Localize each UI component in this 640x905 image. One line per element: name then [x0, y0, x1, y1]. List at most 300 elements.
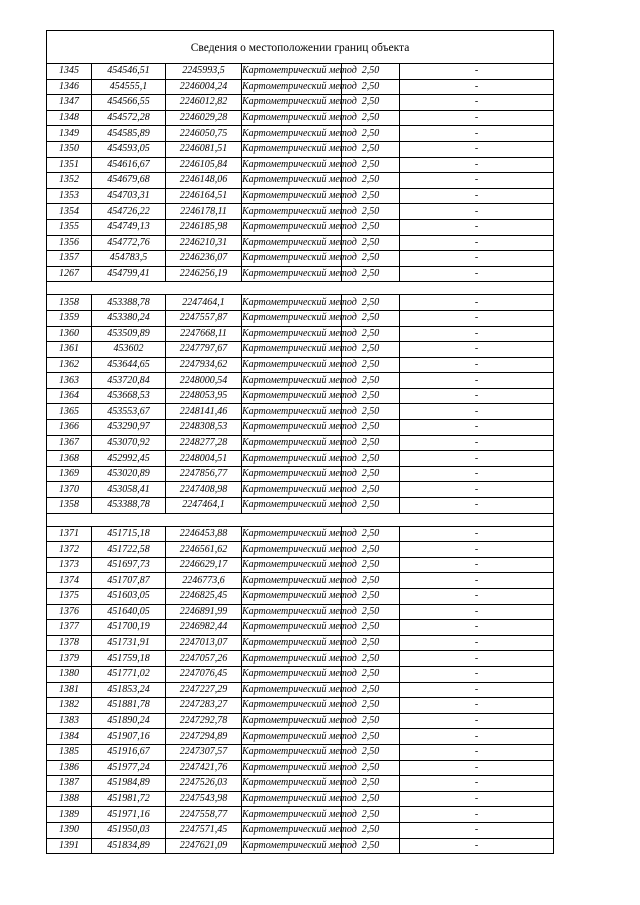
- point-number-cell: 1360: [47, 326, 92, 342]
- method-cell: Картометрический метод: [242, 95, 342, 111]
- description-cell: -: [400, 342, 554, 358]
- point-number-cell: 1363: [47, 373, 92, 389]
- point-number-cell: 1374: [47, 573, 92, 589]
- accuracy-cell: 2,50: [342, 666, 400, 682]
- method-cell: Картометрический метод: [242, 498, 342, 514]
- point-number-cell: 1347: [47, 95, 92, 111]
- description-cell: -: [400, 451, 554, 467]
- table-row: [47, 466, 554, 482]
- x-coordinate-cell: 451603,05: [92, 589, 166, 605]
- table-row: [47, 251, 554, 267]
- method-cell: Картометрический метод: [242, 838, 342, 854]
- y-coordinate-cell: 2246081,51: [166, 141, 242, 157]
- x-coordinate-cell: 453380,24: [92, 310, 166, 326]
- table-row: [47, 373, 554, 389]
- y-coordinate-cell: 2246178,11: [166, 204, 242, 220]
- table-body: [47, 31, 554, 854]
- method-cell: Картометрический метод: [242, 682, 342, 698]
- description-cell: -: [400, 373, 554, 389]
- table-row: [47, 760, 554, 776]
- x-coordinate-cell: 454726,22: [92, 204, 166, 220]
- y-coordinate-cell: 2248277,28: [166, 435, 242, 451]
- y-coordinate-cell: 2247464,1: [166, 295, 242, 311]
- x-coordinate-cell: 453602: [92, 342, 166, 358]
- accuracy-cell: 2,50: [342, 373, 400, 389]
- point-number-cell: 1368: [47, 451, 92, 467]
- method-cell: Картометрический метод: [242, 420, 342, 436]
- y-coordinate-cell: 2247526,03: [166, 776, 242, 792]
- table-row: [47, 589, 554, 605]
- y-coordinate-cell: 2247013,07: [166, 635, 242, 651]
- method-cell: Картометрический метод: [242, 188, 342, 204]
- method-cell: Картометрический метод: [242, 651, 342, 667]
- x-coordinate-cell: 451697,73: [92, 557, 166, 573]
- description-cell: -: [400, 713, 554, 729]
- description-cell: -: [400, 822, 554, 838]
- group-separator-cell: [47, 513, 554, 526]
- method-cell: Картометрический метод: [242, 404, 342, 420]
- accuracy-cell: 2,50: [342, 466, 400, 482]
- table-row: [47, 635, 554, 651]
- accuracy-cell: 2,50: [342, 219, 400, 235]
- boundary-document: [46, 30, 553, 854]
- accuracy-cell: 2,50: [342, 110, 400, 126]
- x-coordinate-cell: 451771,02: [92, 666, 166, 682]
- group-separator-cell: [47, 282, 554, 295]
- y-coordinate-cell: 2246982,44: [166, 620, 242, 636]
- point-number-cell: 1356: [47, 235, 92, 251]
- y-coordinate-cell: 2248000,54: [166, 373, 242, 389]
- point-number-cell: 1380: [47, 666, 92, 682]
- method-cell: Картометрический метод: [242, 173, 342, 189]
- description-cell: -: [400, 157, 554, 173]
- x-coordinate-cell: 453290,97: [92, 420, 166, 436]
- description-cell: -: [400, 604, 554, 620]
- x-coordinate-cell: 453388,78: [92, 498, 166, 514]
- y-coordinate-cell: 2246236,07: [166, 251, 242, 267]
- y-coordinate-cell: 2246453,88: [166, 526, 242, 542]
- table-row: [47, 157, 554, 173]
- method-cell: Картометрический метод: [242, 635, 342, 651]
- y-coordinate-cell: 2246012,82: [166, 95, 242, 111]
- description-cell: -: [400, 666, 554, 682]
- point-number-cell: 1351: [47, 157, 92, 173]
- accuracy-cell: 2,50: [342, 357, 400, 373]
- method-cell: Картометрический метод: [242, 310, 342, 326]
- description-cell: -: [400, 807, 554, 823]
- x-coordinate-cell: 451640,05: [92, 604, 166, 620]
- method-cell: Картометрический метод: [242, 219, 342, 235]
- table-row: [47, 126, 554, 142]
- point-number-cell: 1382: [47, 698, 92, 714]
- accuracy-cell: 2,50: [342, 95, 400, 111]
- table-row: [47, 235, 554, 251]
- method-cell: Картометрический метод: [242, 235, 342, 251]
- method-cell: Картометрический метод: [242, 620, 342, 636]
- y-coordinate-cell: 2247307,57: [166, 744, 242, 760]
- point-number-cell: 1355: [47, 219, 92, 235]
- point-number-cell: 1359: [47, 310, 92, 326]
- description-cell: -: [400, 141, 554, 157]
- table-row: [47, 420, 554, 436]
- method-cell: Картометрический метод: [242, 791, 342, 807]
- point-number-cell: 1361: [47, 342, 92, 358]
- y-coordinate-cell: 2246629,17: [166, 557, 242, 573]
- table-row: [47, 173, 554, 189]
- accuracy-cell: 2,50: [342, 310, 400, 326]
- y-coordinate-cell: 2246105,84: [166, 157, 242, 173]
- x-coordinate-cell: 451971,16: [92, 807, 166, 823]
- description-cell: -: [400, 760, 554, 776]
- description-cell: -: [400, 698, 554, 714]
- accuracy-cell: 2,50: [342, 126, 400, 142]
- point-number-cell: 1357: [47, 251, 92, 267]
- method-cell: Картометрический метод: [242, 64, 342, 80]
- description-cell: -: [400, 126, 554, 142]
- table-row: [47, 713, 554, 729]
- table-row: [47, 310, 554, 326]
- accuracy-cell: 2,50: [342, 744, 400, 760]
- table-row: [47, 573, 554, 589]
- point-number-cell: 1383: [47, 713, 92, 729]
- method-cell: Картометрический метод: [242, 451, 342, 467]
- point-number-cell: 1358: [47, 295, 92, 311]
- accuracy-cell: 2,50: [342, 157, 400, 173]
- group-separator-row: [47, 282, 554, 295]
- accuracy-cell: 2,50: [342, 79, 400, 95]
- point-number-cell: 1373: [47, 557, 92, 573]
- x-coordinate-cell: 454749,13: [92, 219, 166, 235]
- x-coordinate-cell: 454593,05: [92, 141, 166, 157]
- method-cell: Картометрический метод: [242, 776, 342, 792]
- method-cell: Картометрический метод: [242, 79, 342, 95]
- description-cell: -: [400, 64, 554, 80]
- table-row: [47, 204, 554, 220]
- point-number-cell: 1378: [47, 635, 92, 651]
- method-cell: Картометрический метод: [242, 141, 342, 157]
- y-coordinate-cell: 2247227,29: [166, 682, 242, 698]
- method-cell: Картометрический метод: [242, 388, 342, 404]
- description-cell: -: [400, 95, 554, 111]
- x-coordinate-cell: 453070,92: [92, 435, 166, 451]
- x-coordinate-cell: 453553,67: [92, 404, 166, 420]
- description-cell: -: [400, 838, 554, 854]
- table-row: [47, 682, 554, 698]
- accuracy-cell: 2,50: [342, 713, 400, 729]
- description-cell: -: [400, 173, 554, 189]
- y-coordinate-cell: 2247076,45: [166, 666, 242, 682]
- y-coordinate-cell: 2247292,78: [166, 713, 242, 729]
- accuracy-cell: 2,50: [342, 173, 400, 189]
- method-cell: Картометрический метод: [242, 482, 342, 498]
- y-coordinate-cell: 2248004,51: [166, 451, 242, 467]
- table-row: [47, 776, 554, 792]
- x-coordinate-cell: 453720,84: [92, 373, 166, 389]
- accuracy-cell: 2,50: [342, 682, 400, 698]
- description-cell: -: [400, 295, 554, 311]
- description-cell: -: [400, 79, 554, 95]
- description-cell: -: [400, 420, 554, 436]
- x-coordinate-cell: 451881,78: [92, 698, 166, 714]
- accuracy-cell: 2,50: [342, 791, 400, 807]
- y-coordinate-cell: 2246185,98: [166, 219, 242, 235]
- point-number-cell: 1345: [47, 64, 92, 80]
- point-number-cell: 1358: [47, 498, 92, 514]
- table-row: [47, 64, 554, 80]
- table-row: [47, 188, 554, 204]
- point-number-cell: 1349: [47, 126, 92, 142]
- table-row: [47, 604, 554, 620]
- accuracy-cell: 2,50: [342, 557, 400, 573]
- method-cell: Картометрический метод: [242, 557, 342, 573]
- point-number-cell: 1350: [47, 141, 92, 157]
- coordinates-table: [46, 30, 554, 854]
- x-coordinate-cell: 454616,67: [92, 157, 166, 173]
- table-row: [47, 95, 554, 111]
- point-number-cell: 1354: [47, 204, 92, 220]
- accuracy-cell: 2,50: [342, 266, 400, 282]
- table-row: [47, 838, 554, 854]
- table-row: [47, 744, 554, 760]
- description-cell: -: [400, 573, 554, 589]
- x-coordinate-cell: 454572,28: [92, 110, 166, 126]
- y-coordinate-cell: 2246004,24: [166, 79, 242, 95]
- method-cell: Картометрический метод: [242, 251, 342, 267]
- table-row: [47, 822, 554, 838]
- point-number-cell: 1372: [47, 542, 92, 558]
- y-coordinate-cell: 2246050,75: [166, 126, 242, 142]
- method-cell: Картометрический метод: [242, 698, 342, 714]
- table-row: [47, 526, 554, 542]
- x-coordinate-cell: 451834,89: [92, 838, 166, 854]
- point-number-cell: 1371: [47, 526, 92, 542]
- y-coordinate-cell: 2246164,51: [166, 188, 242, 204]
- accuracy-cell: 2,50: [342, 635, 400, 651]
- method-cell: Картометрический метод: [242, 295, 342, 311]
- table-row: [47, 357, 554, 373]
- accuracy-cell: 2,50: [342, 435, 400, 451]
- method-cell: Картометрический метод: [242, 526, 342, 542]
- point-number-cell: 1384: [47, 729, 92, 745]
- table-row: [47, 729, 554, 745]
- x-coordinate-cell: 454546,51: [92, 64, 166, 80]
- point-number-cell: 1369: [47, 466, 92, 482]
- method-cell: Картометрический метод: [242, 589, 342, 605]
- x-coordinate-cell: 451759,18: [92, 651, 166, 667]
- accuracy-cell: 2,50: [342, 251, 400, 267]
- point-number-cell: 1348: [47, 110, 92, 126]
- description-cell: -: [400, 651, 554, 667]
- description-cell: -: [400, 635, 554, 651]
- table-row: [47, 342, 554, 358]
- x-coordinate-cell: 451950,03: [92, 822, 166, 838]
- y-coordinate-cell: 2247464,1: [166, 498, 242, 514]
- x-coordinate-cell: 451890,24: [92, 713, 166, 729]
- point-number-cell: 1376: [47, 604, 92, 620]
- table-row: [47, 498, 554, 514]
- y-coordinate-cell: 2247294,89: [166, 729, 242, 745]
- x-coordinate-cell: 451981,72: [92, 791, 166, 807]
- method-cell: Картометрический метод: [242, 466, 342, 482]
- method-cell: Картометрический метод: [242, 126, 342, 142]
- table-row: [47, 698, 554, 714]
- table-row: [47, 791, 554, 807]
- x-coordinate-cell: 454783,5: [92, 251, 166, 267]
- y-coordinate-cell: 2247283,27: [166, 698, 242, 714]
- method-cell: Картометрический метод: [242, 204, 342, 220]
- y-coordinate-cell: 2246891,99: [166, 604, 242, 620]
- accuracy-cell: 2,50: [342, 204, 400, 220]
- accuracy-cell: 2,50: [342, 822, 400, 838]
- accuracy-cell: 2,50: [342, 64, 400, 80]
- x-coordinate-cell: 451984,89: [92, 776, 166, 792]
- accuracy-cell: 2,50: [342, 482, 400, 498]
- point-number-cell: 1379: [47, 651, 92, 667]
- point-number-cell: 1388: [47, 791, 92, 807]
- accuracy-cell: 2,50: [342, 542, 400, 558]
- point-number-cell: 1386: [47, 760, 92, 776]
- accuracy-cell: 2,50: [342, 838, 400, 854]
- table-row: [47, 666, 554, 682]
- point-number-cell: 1385: [47, 744, 92, 760]
- description-cell: -: [400, 498, 554, 514]
- description-cell: -: [400, 744, 554, 760]
- description-cell: -: [400, 466, 554, 482]
- table-row: [47, 141, 554, 157]
- description-cell: -: [400, 266, 554, 282]
- method-cell: Картометрический метод: [242, 357, 342, 373]
- x-coordinate-cell: 454703,31: [92, 188, 166, 204]
- y-coordinate-cell: 2247557,87: [166, 310, 242, 326]
- point-number-cell: 1370: [47, 482, 92, 498]
- accuracy-cell: 2,50: [342, 760, 400, 776]
- y-coordinate-cell: 2247856,77: [166, 466, 242, 482]
- x-coordinate-cell: 451916,67: [92, 744, 166, 760]
- point-number-cell: 1367: [47, 435, 92, 451]
- description-cell: -: [400, 204, 554, 220]
- accuracy-cell: 2,50: [342, 807, 400, 823]
- description-cell: -: [400, 557, 554, 573]
- accuracy-cell: 2,50: [342, 342, 400, 358]
- y-coordinate-cell: 2247668,11: [166, 326, 242, 342]
- table-row: [47, 451, 554, 467]
- accuracy-cell: 2,50: [342, 326, 400, 342]
- method-cell: Картометрический метод: [242, 807, 342, 823]
- description-cell: -: [400, 542, 554, 558]
- x-coordinate-cell: 454799,41: [92, 266, 166, 282]
- accuracy-cell: 2,50: [342, 729, 400, 745]
- y-coordinate-cell: 2246773,6: [166, 573, 242, 589]
- description-cell: -: [400, 357, 554, 373]
- accuracy-cell: 2,50: [342, 589, 400, 605]
- x-coordinate-cell: 451853,24: [92, 682, 166, 698]
- description-cell: -: [400, 251, 554, 267]
- x-coordinate-cell: 453058,41: [92, 482, 166, 498]
- y-coordinate-cell: 2245993,5: [166, 64, 242, 80]
- x-coordinate-cell: 453668,53: [92, 388, 166, 404]
- description-cell: -: [400, 589, 554, 605]
- x-coordinate-cell: 451700,19: [92, 620, 166, 636]
- table-row: [47, 807, 554, 823]
- description-cell: -: [400, 526, 554, 542]
- accuracy-cell: 2,50: [342, 526, 400, 542]
- table-row: [47, 482, 554, 498]
- method-cell: Картометрический метод: [242, 542, 342, 558]
- table-row: [47, 435, 554, 451]
- x-coordinate-cell: 454679,68: [92, 173, 166, 189]
- y-coordinate-cell: 2246256,19: [166, 266, 242, 282]
- x-coordinate-cell: 453020,89: [92, 466, 166, 482]
- table-row: [47, 557, 554, 573]
- method-cell: Картометрический метод: [242, 266, 342, 282]
- method-cell: Картометрический метод: [242, 435, 342, 451]
- accuracy-cell: 2,50: [342, 451, 400, 467]
- y-coordinate-cell: 2248053,95: [166, 388, 242, 404]
- table-row: [47, 404, 554, 420]
- y-coordinate-cell: 2247797,67: [166, 342, 242, 358]
- description-cell: -: [400, 482, 554, 498]
- x-coordinate-cell: 453388,78: [92, 295, 166, 311]
- x-coordinate-cell: 454566,55: [92, 95, 166, 111]
- y-coordinate-cell: 2246210,31: [166, 235, 242, 251]
- description-cell: -: [400, 310, 554, 326]
- point-number-cell: 1353: [47, 188, 92, 204]
- table-row: [47, 219, 554, 235]
- y-coordinate-cell: 2246029,28: [166, 110, 242, 126]
- table-row: [47, 295, 554, 311]
- method-cell: Картометрический метод: [242, 729, 342, 745]
- y-coordinate-cell: 2247057,26: [166, 651, 242, 667]
- accuracy-cell: 2,50: [342, 188, 400, 204]
- point-number-cell: 1381: [47, 682, 92, 698]
- y-coordinate-cell: 2247934,62: [166, 357, 242, 373]
- y-coordinate-cell: 2246825,45: [166, 589, 242, 605]
- table-row: [47, 266, 554, 282]
- accuracy-cell: 2,50: [342, 141, 400, 157]
- method-cell: Картометрический метод: [242, 157, 342, 173]
- table-row: [47, 620, 554, 636]
- method-cell: Картометрический метод: [242, 573, 342, 589]
- x-coordinate-cell: 451907,16: [92, 729, 166, 745]
- x-coordinate-cell: 454555,1: [92, 79, 166, 95]
- description-cell: -: [400, 326, 554, 342]
- table-title: Сведения о местоположении границ объекта: [47, 31, 554, 64]
- accuracy-cell: 2,50: [342, 295, 400, 311]
- y-coordinate-cell: 2246561,62: [166, 542, 242, 558]
- point-number-cell: 1267: [47, 266, 92, 282]
- point-number-cell: 1362: [47, 357, 92, 373]
- y-coordinate-cell: 2247408,98: [166, 482, 242, 498]
- description-cell: -: [400, 776, 554, 792]
- method-cell: Картометрический метод: [242, 373, 342, 389]
- point-number-cell: 1364: [47, 388, 92, 404]
- table-row: [47, 110, 554, 126]
- x-coordinate-cell: 451977,24: [92, 760, 166, 776]
- accuracy-cell: 2,50: [342, 776, 400, 792]
- accuracy-cell: 2,50: [342, 420, 400, 436]
- point-number-cell: 1365: [47, 404, 92, 420]
- y-coordinate-cell: 2248308,53: [166, 420, 242, 436]
- x-coordinate-cell: 452992,45: [92, 451, 166, 467]
- accuracy-cell: 2,50: [342, 235, 400, 251]
- description-cell: -: [400, 110, 554, 126]
- group-separator-row: [47, 513, 554, 526]
- point-number-cell: 1366: [47, 420, 92, 436]
- x-coordinate-cell: 451722,58: [92, 542, 166, 558]
- x-coordinate-cell: 453509,89: [92, 326, 166, 342]
- accuracy-cell: 2,50: [342, 388, 400, 404]
- method-cell: Картометрический метод: [242, 744, 342, 760]
